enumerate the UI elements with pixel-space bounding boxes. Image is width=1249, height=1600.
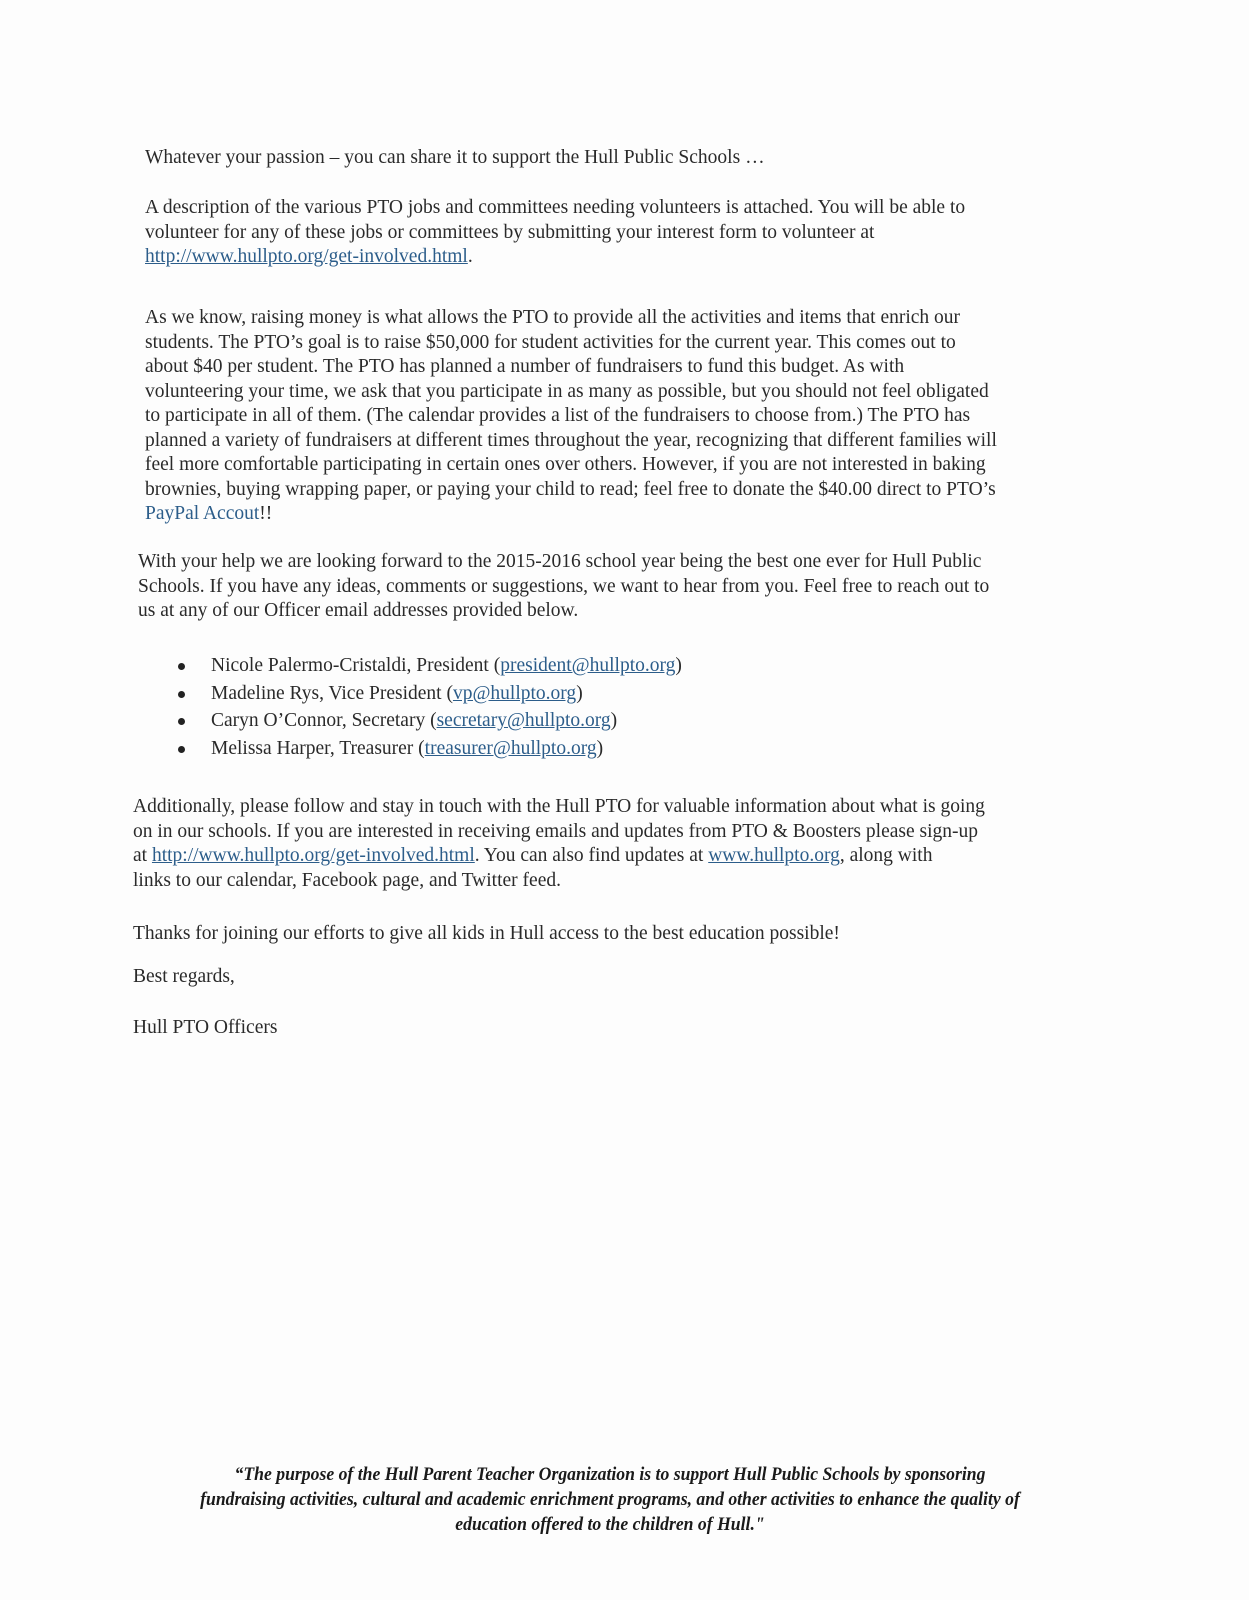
officer-name: Caryn O’Connor, Secretary — [211, 710, 426, 731]
officer-email-link[interactable]: vp@hullpto.org — [452, 682, 577, 704]
text-line: volunteering your time, we ask that you participate in as many as possible, but you should not feel obligated — [145, 380, 989, 402]
text-fragment: . — [467, 246, 473, 267]
officer-name: Nicole Palermo-Cristaldi, President — [211, 655, 489, 676]
text-line: Schools. If you have any ideas, comments or suggestions, we want to hear from you. Feel free to reach out to — [138, 575, 990, 597]
hullpto-home-link[interactable]: www.hullpto.org — [708, 845, 840, 866]
bullet-icon — [178, 746, 185, 753]
bullet-icon — [178, 663, 185, 670]
text-line: us at any of our Officer email addresses provided below. — [138, 600, 579, 621]
mission-line: “The purpose of the Hull Parent Teacher Organization is to support Hull Public Schools by sponsoring — [234, 1464, 986, 1485]
intro-text: Whatever your passion – you can share it to support the Hull Public Schools … — [145, 147, 765, 168]
bullet-icon — [178, 718, 185, 725]
officer-name: Melissa Harper, Treasurer — [211, 737, 414, 759]
paypal-link[interactable]: PayPal Accout — [145, 503, 260, 524]
text-fragment: . You can also find updates at — [474, 845, 709, 866]
text-line: about $40 per student. The PTO has planned a number of fundraisers to fund this budget. As with — [145, 356, 905, 377]
text-line: Additionally, please follow and stay in touch with the Hull PTO for valuable information about what is going — [133, 796, 985, 817]
text-line: A description of the various PTO jobs and committees needing volunteers is attached. You will be able to — [145, 197, 966, 218]
text-line: feel more comfortable participating in certain ones over others. However, if you are not interested in baking — [145, 454, 986, 475]
list-item: Melissa Harper, Treasurer (treasurer@hullpto.org) — [178, 735, 682, 763]
text-line: volunteer for any of these jobs or committees by submitting your interest form to volunteer at — [145, 221, 875, 243]
signature-text: Hull PTO Officers — [133, 1017, 278, 1038]
text-fragment: !! — [259, 503, 273, 524]
follow-paragraph — [133, 795, 1068, 893]
thanks-text: Thanks for joining our efforts to give all kids in Hull access to the best education possible! — [133, 923, 840, 944]
list-item: Madeline Rys, Vice President (vp@hullpto.org) — [178, 680, 682, 708]
text-line: to participate in all of them. (The calendar provides a list of the fundraisers to choose from.) The PTO has — [145, 405, 971, 426]
closing-text: Best regards, — [133, 966, 235, 987]
officer-list — [178, 652, 682, 762]
officer-email-link[interactable]: president@hullpto.org — [500, 655, 676, 676]
get-involved-link[interactable]: http://www.hullpto.org/get-involved.html — [145, 246, 468, 267]
text-line: With your help we are looking forward to the 2015-2016 school year being the best one ever for Hull Public — [138, 551, 982, 572]
help-paragraph — [138, 550, 1073, 624]
text-fragment: at — [133, 845, 152, 866]
text-line: brownies, buying wrapping paper, or paying your child to read; feel free to donate the $40.00 direct to PTO’s — [145, 478, 996, 500]
officer-email-link[interactable]: treasurer@hullpto.org — [424, 737, 597, 759]
officer-name: Madeline Rys, Vice President — [211, 682, 442, 704]
volunteer-paragraph — [145, 196, 1080, 270]
text-line: links to our calendar, Facebook page, and Twitter feed. — [133, 869, 561, 891]
text-line: planned a variety of fundraisers at different times throughout the year, recognizing that different families will — [145, 429, 997, 451]
text-line: students. The PTO’s goal is to raise $50,000 for student activities for the current year. This comes out to — [145, 331, 956, 353]
bullet-icon — [178, 691, 185, 698]
list-item: Nicole Palermo-Cristaldi, President (president@hullpto.org) — [178, 652, 682, 680]
text-line: on in our schools. If you are interested in receiving emails and updates from PTO & Boosters please sign-up — [133, 820, 978, 842]
fundraising-paragraph — [145, 306, 1080, 527]
mission-line: fundraising activities, cultural and academic enrichment programs, and other activities to enhance the quality of — [200, 1489, 1020, 1510]
list-item: Caryn O’Connor, Secretary (secretary@hullpto.org) — [178, 707, 682, 735]
intro-paragraph — [145, 146, 1080, 171]
mission-line: education offered to the children of Hull." — [455, 1514, 765, 1535]
text-line: As we know, raising money is what allows the PTO to provide all the activities and items that enrich our — [145, 307, 961, 328]
text-fragment: , along with — [839, 845, 933, 866]
get-involved-link[interactable]: http://www.hullpto.org/get-involved.html — [151, 845, 475, 866]
mission-statement — [154, 1462, 1065, 1537]
officer-email-link[interactable]: secretary@hullpto.org — [436, 710, 611, 731]
